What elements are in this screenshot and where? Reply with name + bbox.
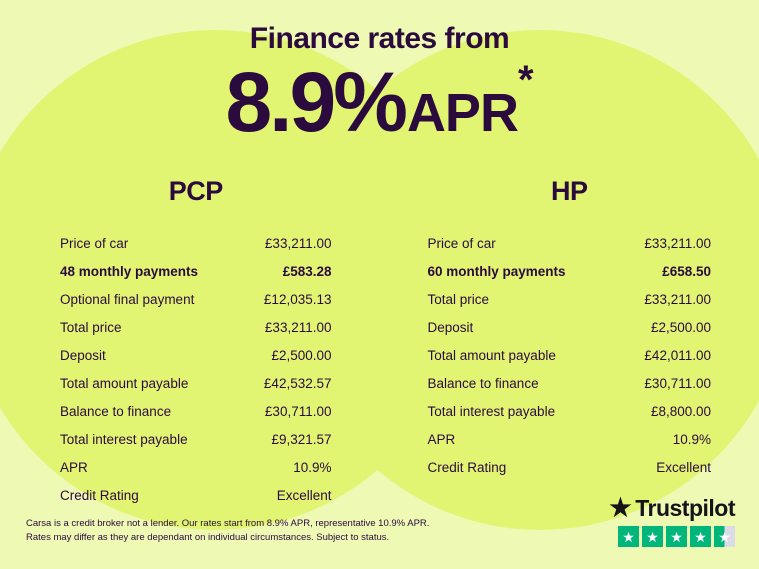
row-value: £33,211.00 — [644, 291, 711, 307]
table-row — [60, 341, 332, 369]
row-value: 10.9% — [672, 431, 711, 447]
table-row — [60, 285, 332, 313]
table-row — [428, 341, 712, 369]
pcp-title: PCP — [168, 176, 223, 206]
pcp-column — [0, 176, 380, 509]
row-label: Price of car — [60, 235, 129, 251]
table-row — [60, 453, 332, 481]
table-row — [428, 453, 712, 481]
row-label: Optional final payment — [60, 291, 195, 307]
table-row — [60, 481, 332, 509]
row-value: £33,211.00 — [264, 319, 332, 335]
row-value: £30,711.00 — [264, 403, 332, 419]
row-value: £8,800.00 — [650, 403, 711, 419]
rate-unit: APR — [406, 83, 518, 143]
row-label: Total amount payable — [60, 375, 189, 391]
trustpilot-wordmark — [609, 496, 735, 521]
hp-title: HP — [550, 176, 588, 206]
table-row — [428, 257, 712, 285]
row-label: Total interest payable — [427, 403, 556, 419]
row-value: £2,500.00 — [271, 347, 332, 363]
star-icon: ★ — [690, 526, 711, 547]
trustpilot-badge[interactable] — [609, 496, 735, 547]
row-value: £30,711.00 — [644, 375, 711, 391]
table-row — [428, 397, 712, 425]
table-row — [60, 229, 332, 257]
row-value: £12,035.13 — [263, 291, 332, 307]
trustpilot-star-icon: ★ — [609, 494, 632, 522]
star-icon: ★ — [666, 526, 687, 547]
rate-asterisk: * — [517, 58, 534, 102]
table-row — [60, 257, 332, 285]
row-label: Deposit — [427, 319, 474, 335]
row-value: £658.50 — [662, 263, 711, 279]
table-row — [60, 369, 332, 397]
row-label: Price of car — [427, 235, 496, 251]
finance-columns — [0, 176, 759, 509]
row-label: Total price — [427, 291, 490, 307]
table-row — [428, 229, 712, 257]
hp-table — [428, 229, 712, 481]
table-row — [60, 397, 332, 425]
row-label: 60 monthly payments — [427, 263, 566, 279]
row-value: Excellent — [656, 459, 711, 475]
table-row — [60, 425, 332, 453]
pcp-table — [60, 229, 332, 509]
star-icon: ★ — [618, 526, 639, 547]
row-label: 48 monthly payments — [60, 263, 199, 279]
table-row — [428, 285, 712, 313]
table-row — [428, 313, 712, 341]
row-value: £583.28 — [282, 263, 332, 279]
rate-value: 8.9% — [225, 55, 405, 149]
row-label: Balance to finance — [427, 375, 539, 391]
row-label: Total interest payable — [60, 431, 188, 447]
disclaimer-line-2: Rates may differ as they are dependant on individual circumstances. Subject to status. — [26, 532, 390, 544]
table-row — [428, 425, 712, 453]
row-label: Credit Rating — [427, 459, 507, 475]
disclaimer-line-1: Carsa is a credit broker not a lender. Our rates start from 8.9% APR, representative 10.9% APR. — [26, 518, 430, 530]
trustpilot-rating-stars — [609, 526, 735, 547]
row-label: Balance to finance — [60, 403, 172, 419]
row-label: Credit Rating — [60, 487, 139, 503]
row-label: Total amount payable — [427, 347, 556, 363]
row-value: £2,500.00 — [650, 319, 711, 335]
row-label: APR — [427, 431, 456, 447]
row-value: £42,532.57 — [263, 375, 332, 391]
trustpilot-name: Trustpilot — [635, 495, 735, 521]
row-value: Excellent — [276, 487, 332, 503]
row-label: APR — [60, 459, 88, 475]
row-value: £42,011.00 — [644, 347, 711, 363]
rate-headline — [0, 55, 759, 149]
row-value: £9,321.57 — [271, 431, 332, 447]
table-row — [428, 369, 712, 397]
row-label: Deposit — [60, 347, 106, 363]
star-half-icon: ★ — [714, 526, 735, 547]
star-icon: ★ — [642, 526, 663, 547]
legal-disclaimer — [26, 517, 429, 545]
row-value: £33,211.00 — [644, 235, 711, 251]
row-value: £33,211.00 — [264, 235, 332, 251]
hp-column — [380, 176, 759, 509]
table-row — [60, 313, 332, 341]
page-title: Finance rates from — [249, 22, 510, 55]
row-label: Total price — [60, 319, 122, 335]
row-value: 10.9% — [293, 459, 332, 475]
